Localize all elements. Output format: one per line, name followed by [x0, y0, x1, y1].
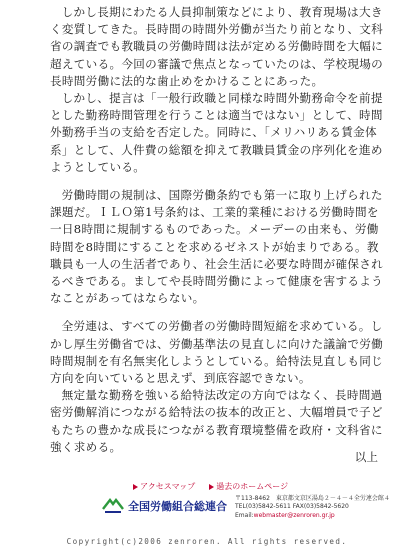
copyright: Copyright(c)2006 zenroren. All rights reserved.	[66, 537, 348, 546]
zenroren-logo-icon	[102, 497, 124, 513]
email-label: Email:	[235, 511, 254, 519]
org-address: 〒113-8462 東京都文京区湯島２－４－４全労連会館４	[235, 495, 390, 502]
arrow-right-icon	[133, 484, 138, 490]
org-phone: TEL(03)5842-5611 FAX(03)5842-5620	[235, 503, 349, 511]
access-map-link[interactable]	[133, 481, 195, 492]
access-map-label: アクセスマップ	[140, 482, 196, 491]
org-name: 全国労働組合総連合	[128, 500, 227, 513]
paragraph-1: しかし長期にわたる人員抑制策などにより、教育現場は大きく変質してきた。長時間の時間外労働が当たり前となり、文科省の調査でも教職員の労働時間は法が定める労働時間を大幅に超えている。今回の審議で焦点となっていたのは、学校現場の長時間労働に法的な歯止めをかけることにあった。	[50, 5, 384, 88]
past-homepage-link[interactable]	[209, 481, 288, 492]
paragraph-4: 全労連は、すべての労働者の労働時間短縮を求めている。しかし厚生労働省では、労働基準法の見直しに向けた議論で労働時間規制を有名無実化しようとしている。給特法見直しも同じ方向を向いていると思えず、到底容認できない。	[50, 319, 384, 386]
email-link[interactable]: webmaster@zenroren.gr.jp	[253, 511, 335, 519]
footer-links	[133, 481, 288, 492]
article-body	[50, 4, 390, 456]
arrow-right-icon	[209, 484, 214, 490]
signoff: 以上	[354, 450, 378, 464]
paragraph-3: 労働時間の規制は、国際労働条約でも第一に取り上げられた課題だ。ＩＬＯ第1号条約は、工業的業種における労働時間を一日8時間に規制するものであった。メーデーの由来も、労働時間を8時間にすることを求めるゼネストが始まりである。教職員も一人の生活者であり、社会生活に必要な時間が確保されるべきである。ましてや長時間労働によって健康を害するようなことがあってはならない。	[50, 188, 384, 306]
org-block	[102, 495, 390, 520]
paragraph-2: しかし、提言は「一般行政職と同様な時間外勤務命令を前提とした勤務時間管理を行うことは適当ではない」として、時間外勤務手当の支給を否定した。同時に、「メリハリある賃金体系」として、人件費の総額を抑えて教職員賃金の序列化を進めようとしている。	[50, 91, 383, 174]
org-email-line	[235, 512, 390, 520]
paragraph-5: 無定量な勤務を強いる給特法改定の方向ではなく、長時間過密労働解消につながる給特法の抜本的改正と、大幅増員で子どもたちの豊かな成長につながる教育環境整備を政府・文科省に強く求める。	[50, 388, 383, 454]
org-contact	[235, 495, 390, 520]
past-homepage-label: 過去のホームページ	[216, 482, 289, 491]
